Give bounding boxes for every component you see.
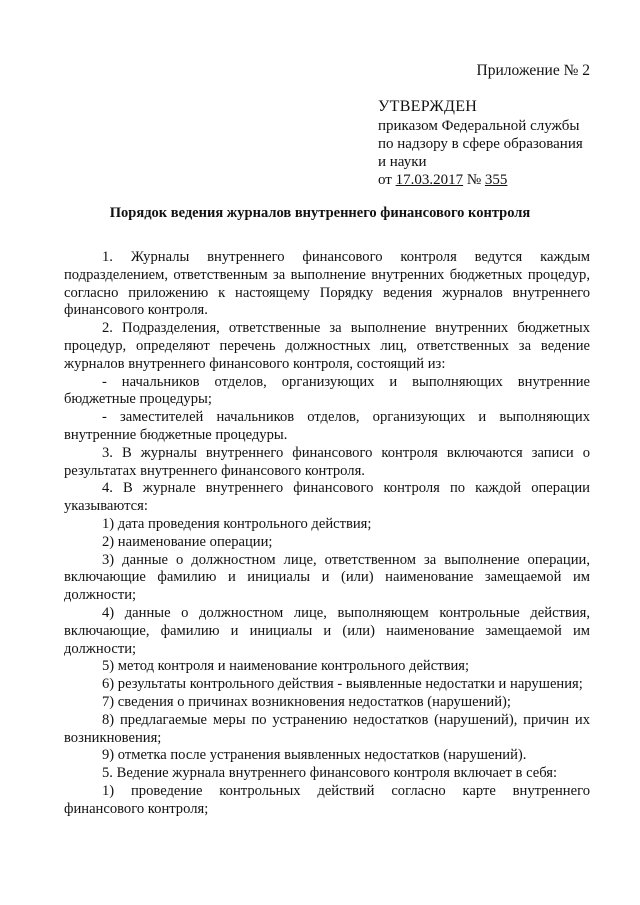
paragraph-9: 3) данные о должностном лице, ответственном за выполнение операции, включающие фамилию и инициалы и (или) наименование замещаемой им должности; [64,551,590,604]
paragraph-16: 5. Ведение журнала внутреннего финансового контроля включает в себя: [102,765,558,782]
approval-line-2: по надзору в сфере образования [378,136,583,152]
date-prefix: от [378,172,392,188]
paragraph-2: 2. Подразделения, ответственные за выполнение внутренних бюджетных процедур, определяют перечень должностных лиц, ответственных за ведение журналов внутреннего финансового контроля, состоящий из: [64,320,590,372]
paragraph-12: 6) результаты контрольного действия - выявленные недостатки и нарушения; [102,676,583,693]
approval-line-1: приказом Федеральной службы [378,118,580,134]
paragraph-6: 4. В журнале внутреннего финансового контроля по каждой операции указываются: [64,480,590,515]
order-date: 17.03.2017 [395,172,464,188]
approval-title: УТВЕРЖДЕН [378,98,478,115]
paragraph-8: 2) наименование операции; [102,533,273,550]
paragraph-13: 7) сведения о причинах возникновения недостатков (нарушений); [102,693,511,710]
approval-date-line [378,171,583,189]
paragraph-3: - начальников отделов, организующих и выполняющих внутренние бюджетные процедуры; [64,373,590,408]
paragraph-17: 1) проведение контрольных действий согласно карте внутреннего финансового контроля; [64,782,590,817]
document-body [64,249,590,819]
approval-block [378,98,583,189]
approval-line-3: и науки [378,154,427,170]
paragraph-5: 3. В журналы внутреннего финансового контроля включаются записи о результатах внутреннего финансового контроля. [64,444,590,479]
paragraph-4: - заместителей начальников отделов, организующих и выполняющих внутренние бюджетные процедуры. [64,409,590,443]
appendix-label: Приложение № 2 [476,62,590,79]
paragraph-11: 5) метод контроля и наименование контрольного действия; [102,658,470,675]
paragraph-10: 4) данные о должностном лице, выполняющем контрольные действия, включающие, фамилию и инициалы и (или) наименование замещаемой им должности; [64,604,590,657]
paragraph-15: 9) отметка после устранения выявленных недостатков (нарушений). [102,747,527,764]
number-prefix: № [466,172,482,188]
order-number: 355 [484,172,508,188]
paragraph-1: 1. Журналы внутреннего финансового контроля ведутся каждым подразделением, ответственным за выполнение внутренних бюджетных процедур, согласно приложению к настоящему Порядку ведения журналов внутреннего финансового контроля. [64,249,590,319]
document-title: Порядок ведения журналов внутреннего финансового контроля [109,205,531,221]
paragraph-7: 1) дата проведения контрольного действия; [102,515,372,532]
paragraph-14: 8) предлагаемые меры по устранению недостатков (нарушений), причин их возникновения; [64,711,590,746]
